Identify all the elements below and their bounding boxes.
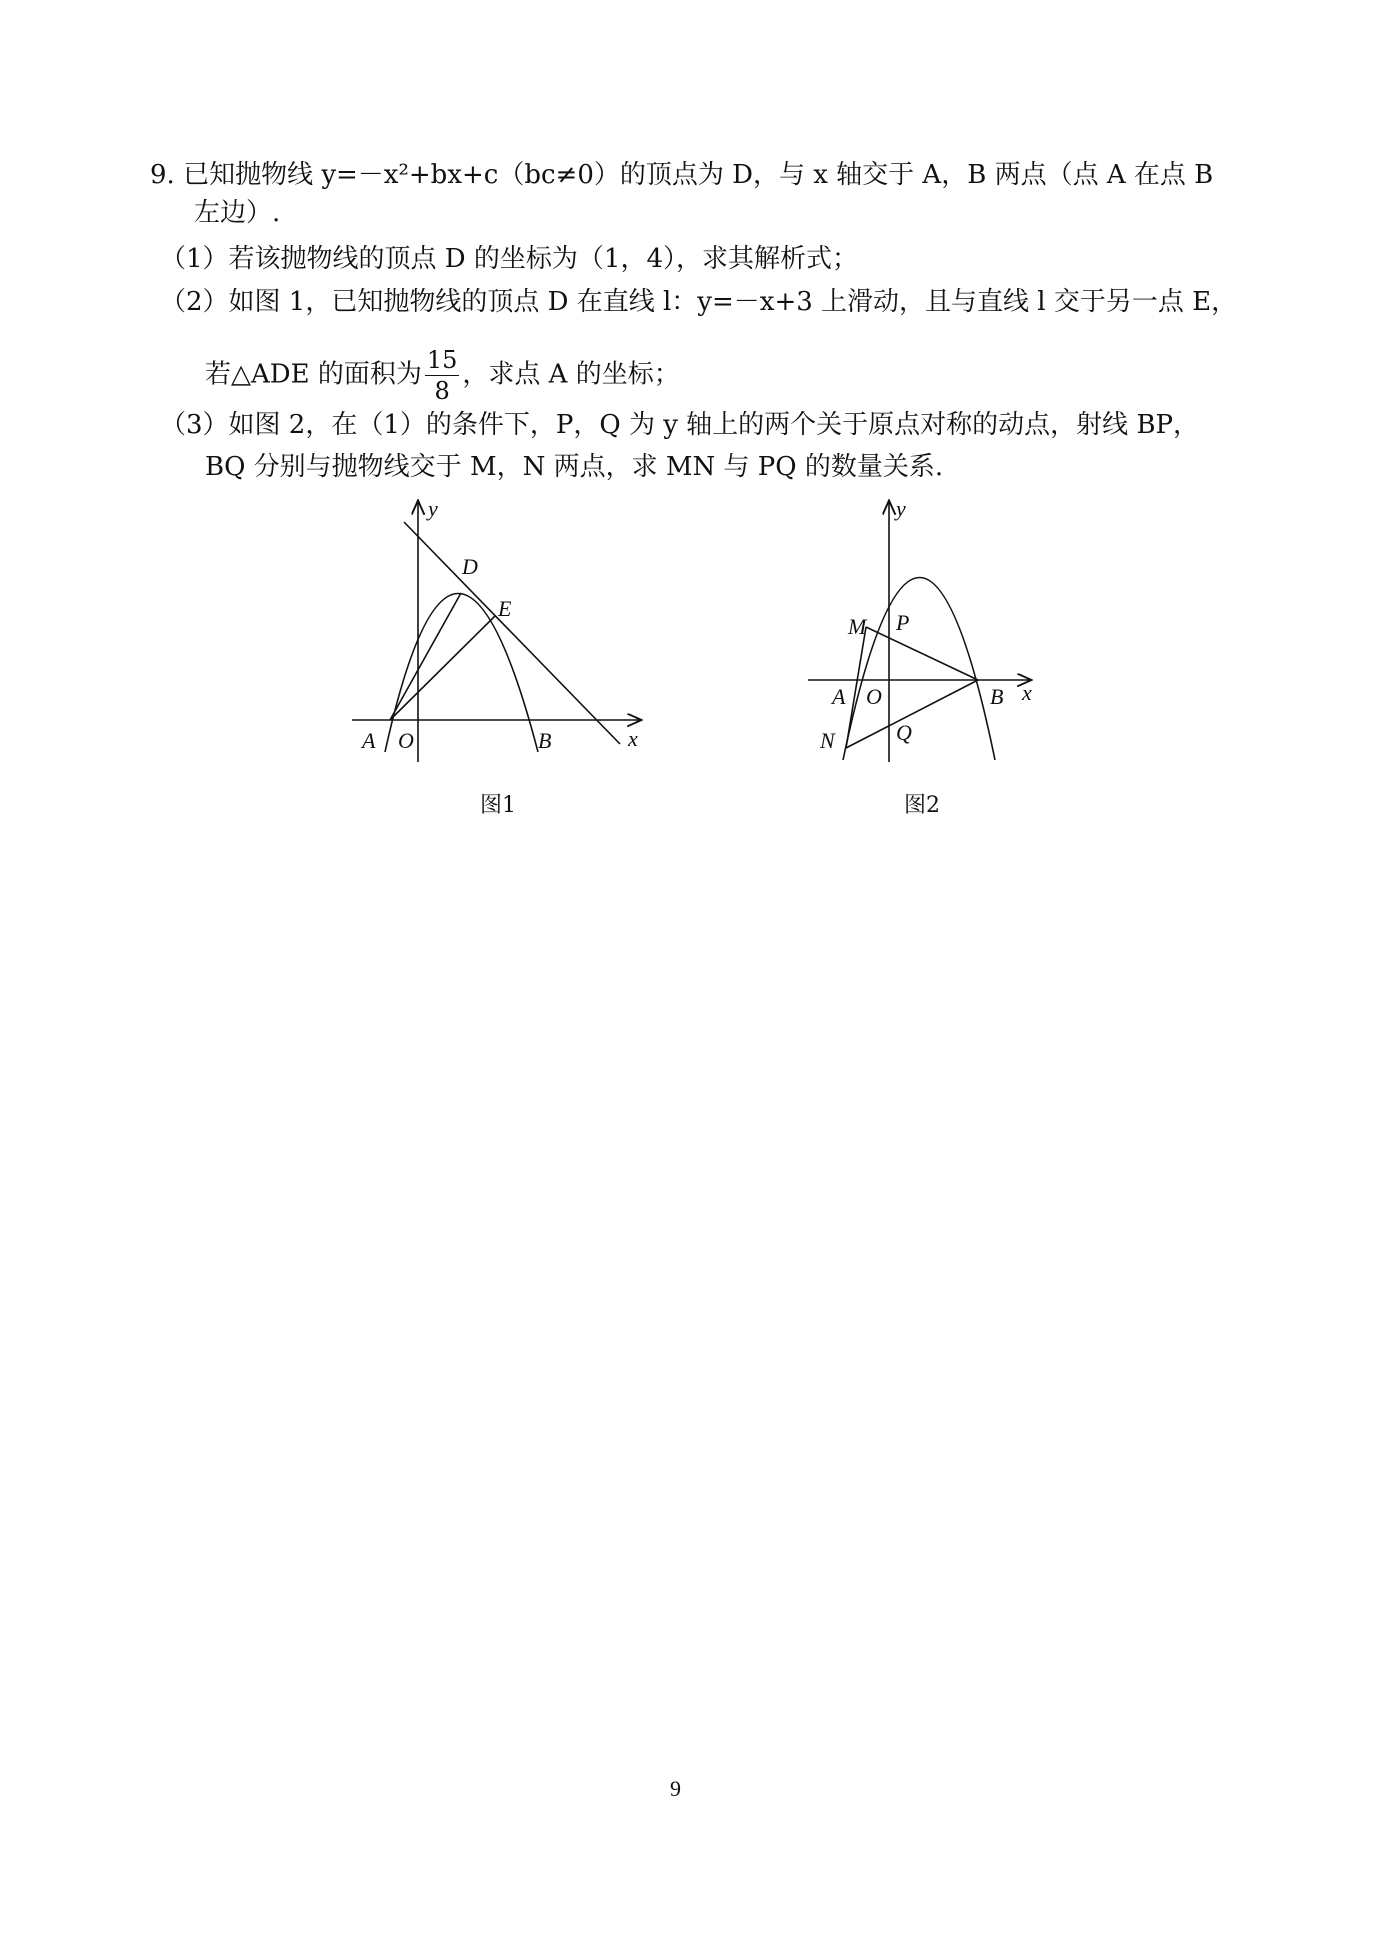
problem-line-1: 9. 已知抛物线 y=－x²+bx+c（bc≠0）的顶点为 D，与 x 轴交于 A，B 两点（点 A 在点 B <box>150 160 1214 190</box>
label-Q: Q <box>896 720 912 745</box>
fraction <box>425 345 460 406</box>
part-2-text-before: 若△ADE 的面积为 <box>205 359 422 390</box>
label-x: x <box>1022 680 1032 705</box>
figure-1-caption: 图1 <box>480 793 516 818</box>
part-2-text-after: ，求点 A 的坐标； <box>462 359 680 390</box>
fraction-denominator: 8 <box>434 377 450 405</box>
page-number: 9 <box>670 1776 681 1801</box>
segment-AE <box>390 616 495 720</box>
fraction-numerator: 15 <box>426 346 458 374</box>
segment-MN <box>846 627 866 748</box>
label-M: M <box>848 614 867 639</box>
label-D: D <box>462 554 478 579</box>
label-O: O <box>398 728 414 753</box>
figure-1-graph <box>345 490 645 770</box>
label-O: O <box>866 684 882 709</box>
label-N: N <box>820 728 835 753</box>
parabola <box>843 578 995 761</box>
figure-2-caption: 图2 <box>904 793 940 818</box>
label-B: B <box>990 684 1004 709</box>
label-A: A <box>362 728 376 753</box>
label-E: E <box>498 596 512 621</box>
part-2-line-2 <box>205 345 680 406</box>
figure-2-graph <box>800 490 1050 770</box>
label-y: y <box>896 496 906 521</box>
line-l <box>404 522 620 744</box>
problem-line-2: 左边）. <box>194 198 281 228</box>
part-3-line-2: BQ 分别与抛物线交于 M，N 两点，求 MN 与 PQ 的数量关系. <box>205 452 944 482</box>
label-P: P <box>896 610 910 635</box>
label-B: B <box>538 728 552 753</box>
label-x: x <box>628 726 638 751</box>
part-2-line-1: （2）如图 1，已知抛物线的顶点 D 在直线 l：y=－x+3 上滑动，且与直线 l 交于另一点 E， <box>160 287 1238 317</box>
part-3-line-1: （3）如图 2，在（1）的条件下，P，Q 为 y 轴上的两个关于原点对称的动点，射线 BP， <box>160 410 1200 440</box>
label-y: y <box>428 496 438 521</box>
segment-AD <box>390 593 461 720</box>
part-1: （1）若该抛物线的顶点 D 的坐标为（1，4），求其解析式； <box>160 244 859 274</box>
label-A: A <box>832 684 846 709</box>
